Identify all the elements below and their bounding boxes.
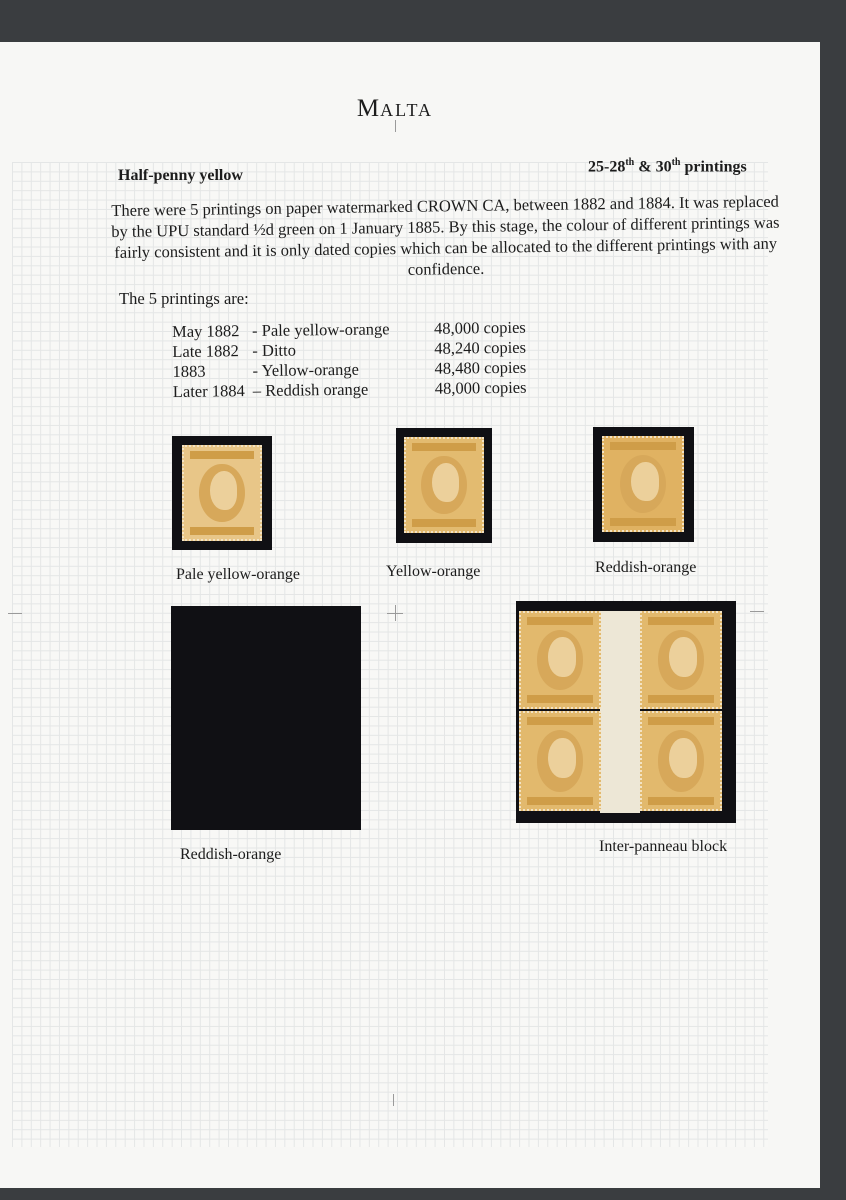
printings-list-heading: The 5 printings are: xyxy=(119,289,249,308)
block-stamp xyxy=(519,611,601,709)
block-stamp xyxy=(519,711,601,811)
registration-mark-bottom xyxy=(393,1094,394,1106)
caption-empty-mount: Reddish-orange xyxy=(180,846,282,863)
registration-cross-v xyxy=(395,605,396,621)
printing-date: Later 1884 xyxy=(172,381,245,401)
stamp-image xyxy=(182,445,262,541)
block-stamp xyxy=(640,711,722,811)
caption-stamp-2: Yellow-orange xyxy=(386,563,481,580)
registration-mark-right xyxy=(750,611,764,612)
printings-table xyxy=(172,318,527,402)
printing-copies: 48,000 copies xyxy=(434,377,527,398)
empty-stamp-mount xyxy=(171,606,361,830)
printing-date: May 1882 xyxy=(172,321,240,341)
printing-copies: 48,480 copies xyxy=(434,357,527,378)
stamp-mount-reddish-orange xyxy=(593,427,694,542)
caption-stamp-3: Reddish-orange xyxy=(595,559,697,576)
page-subtitle: Half-penny yellow xyxy=(118,167,243,184)
stamp-image xyxy=(404,437,484,533)
gutter xyxy=(600,611,640,813)
printing-date: Late 1882 xyxy=(172,341,239,361)
inter-panneau-block-mount xyxy=(516,601,736,823)
printing-description: – Reddish orange xyxy=(252,379,369,401)
printings-reference: 25-28th & 30th printings xyxy=(588,157,747,176)
printing-description: - Ditto xyxy=(252,340,297,361)
stamp-mount-yellow-orange xyxy=(396,428,492,543)
caption-stamp-1: Pale yellow-orange xyxy=(176,566,300,583)
stamp-mount-pale-yellow-orange xyxy=(172,436,272,550)
page-title: MALTA xyxy=(356,95,434,122)
registration-mark-left xyxy=(8,613,22,614)
printing-description: - Pale yellow-orange xyxy=(251,319,390,341)
block-stamp xyxy=(640,611,722,709)
printing-description: - Yellow-orange xyxy=(252,359,360,381)
printing-copies: 48,240 copies xyxy=(434,337,527,358)
printing-date: 1883 xyxy=(172,361,206,381)
stamp-image xyxy=(602,436,684,532)
caption-block: Inter-panneau block xyxy=(599,838,728,855)
printing-copies: 48,000 copies xyxy=(433,317,526,338)
intro-paragraph: There were 5 printings on paper watermarked CROWN CA, between 1882 and 1884. It was replaced by the UPU standard ½d green on 1 January 1885. By this stage, the colour of different printings was fairly consistent and it is only dated copies which can be allocated to the different printings with any confidence. xyxy=(111,191,780,279)
